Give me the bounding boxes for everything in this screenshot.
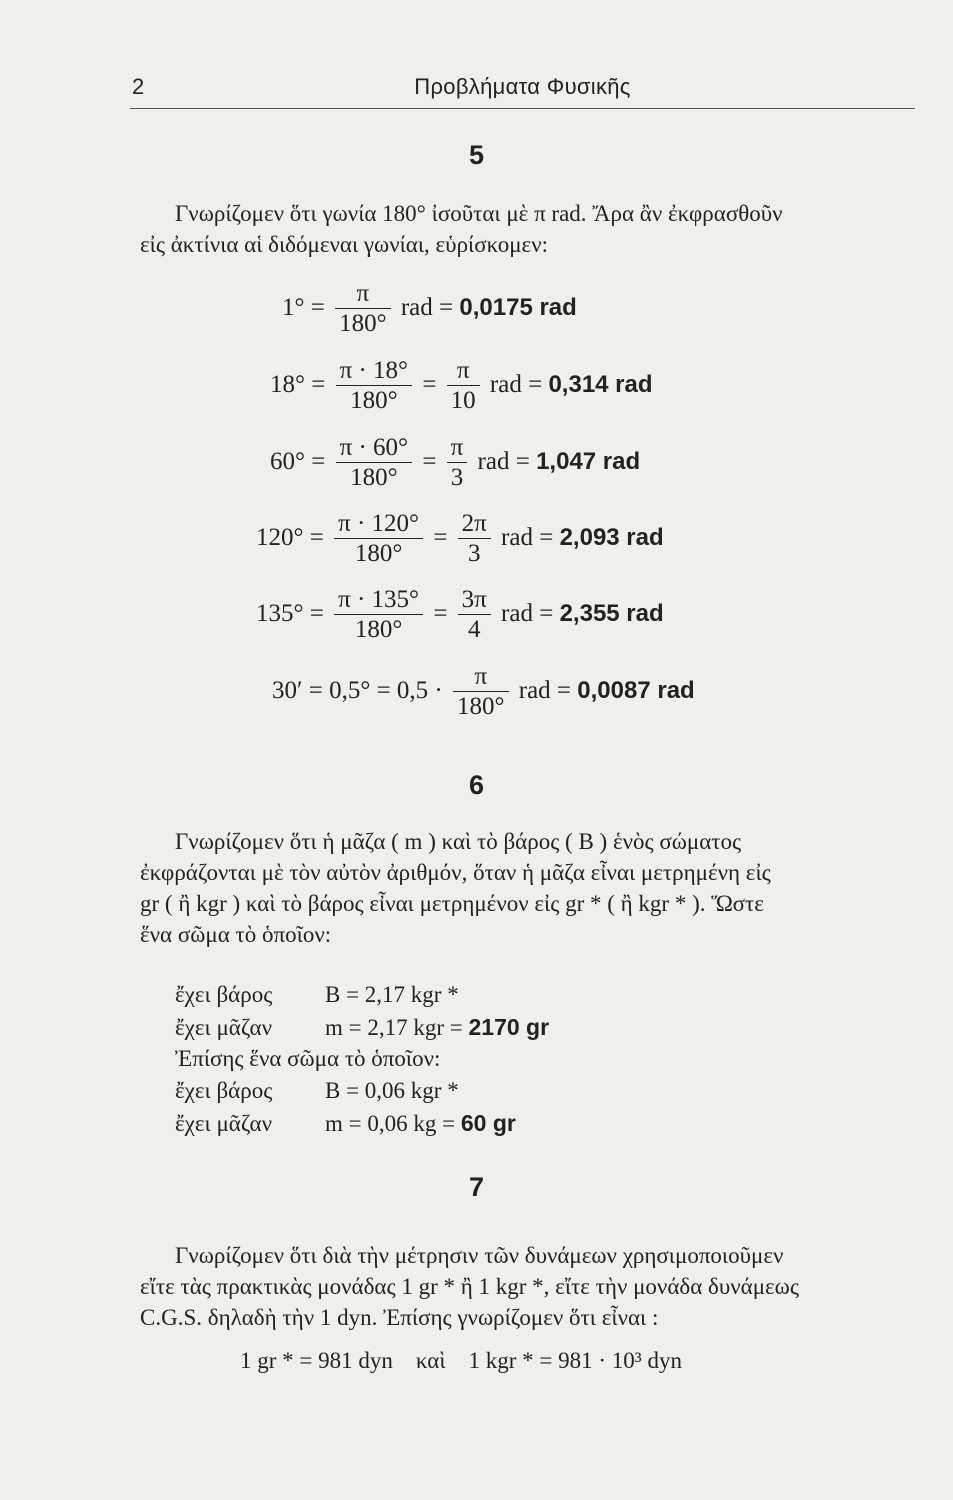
- lhs: 135° =: [256, 600, 324, 628]
- conversion-row-1: [282, 280, 577, 339]
- row-label: ἔχει μᾶζαν: [175, 1111, 272, 1136]
- conversion-row-4: [256, 510, 664, 569]
- row-label: ἔχει βάρος: [175, 1078, 273, 1103]
- fraction: $\frac{\pi \cdot 60^\circ}{180^\circ}$: [336, 434, 412, 493]
- dyn-formula: 1 gr * = 981 dyn καὶ 1 kgr * = 981 · 10³ dyn: [240, 1348, 682, 1373]
- fraction: $\frac{2\pi}{3}$: [458, 510, 491, 569]
- result: 0,0087 rad: [577, 677, 695, 705]
- row-result: 2170 gr: [468, 1014, 550, 1040]
- fraction: $\frac{\pi}{10}$: [447, 357, 480, 416]
- row-expr: m = 0,06 kg =: [325, 1111, 456, 1136]
- fraction: $\frac{3\pi}{4}$: [458, 586, 491, 645]
- text-line: εἴτε τὰς πρακτικὰς μονάδας 1 gr * ἢ 1 kgr *, εἴτε τὴν μονάδα δυνάμεως: [140, 1274, 799, 1299]
- also-line: Ἐπίσης ἕνα σῶμα τὸ ὁποῖον:: [175, 1046, 441, 1071]
- weight-row: [175, 982, 459, 1008]
- text-line: Γνωρίζομεν ὅτι διὰ τὴν μέτρησιν τῶν δυνάμεων χρησιμοποιοῦμεν: [175, 1243, 784, 1268]
- intro-line: Γνωρίζομεν ὅτι γωνία 180° ἰσοῦται μὲ π rad. Ἄρα ἂν ἐκφρασθοῦν: [175, 201, 783, 226]
- section-6-number: 6: [468, 770, 485, 800]
- lhs: 120° =: [256, 524, 324, 552]
- result: 2,093 rad: [559, 524, 664, 552]
- section-5-number: 5: [468, 140, 485, 170]
- lhs: 18° =: [270, 371, 326, 399]
- intro-line: εἰς ἀκτίνια αἱ διδόμεναι γωνίαι, εὑρίσκομεν:: [140, 232, 548, 257]
- conversion-row-5: [256, 586, 664, 645]
- equals: =: [433, 524, 448, 552]
- row-expr: B = 2,17 kgr *: [325, 982, 459, 1007]
- text-line: ἐκφράζονται μὲ τὸν αὐτὸν ἀριθμόν, ὅταν ἡ μᾶζα εἶναι μετρημένη εἰς: [140, 860, 771, 885]
- result: 0,0175 rad: [459, 294, 577, 322]
- rad-equals: rad =: [489, 371, 543, 399]
- text-line: C.G.S. δηλαδὴ τὴν 1 dyn. Ἐπίσης γνωρίζομεν ὅτι εἶναι :: [140, 1305, 659, 1330]
- rad-equals: rad =: [501, 524, 554, 552]
- rad-equals: rad =: [501, 600, 554, 628]
- fraction: $\frac{\pi \cdot 135^\circ}{180^\circ}$: [334, 586, 423, 645]
- result: 2,355 rad: [559, 600, 664, 628]
- mass-row: [175, 1014, 549, 1041]
- lhs: 30′ = 0,5° = 0,5 ·: [272, 677, 443, 705]
- rad-equals: rad =: [400, 294, 454, 322]
- result: 0,314 rad: [548, 371, 653, 399]
- lhs: 1° =: [282, 294, 325, 322]
- conversion-row-6: [272, 663, 695, 722]
- section-7-number: 7: [468, 1172, 485, 1202]
- section-5-intro: [140, 198, 920, 260]
- text-line: ἕνα σῶμα τὸ ὁποῖον:: [140, 922, 332, 947]
- running-title: Προβλήματα Φυσικῆς: [414, 74, 631, 99]
- row-expr: m = 2,17 kgr =: [325, 1015, 463, 1040]
- page-header: [130, 68, 915, 109]
- weight-row: [175, 1078, 459, 1104]
- equals: =: [422, 371, 437, 399]
- equals: =: [422, 448, 437, 476]
- fraction: $\frac{\pi \cdot 120^\circ}{180^\circ}$: [334, 510, 423, 569]
- mass-row: [175, 1110, 516, 1137]
- section-6-text: [140, 826, 920, 950]
- fraction: $\frac{\pi}{3}$: [447, 434, 468, 493]
- fraction: $\frac{\pi \cdot 18^\circ}{180^\circ}$: [336, 357, 412, 416]
- rad-equals: rad =: [518, 677, 572, 705]
- result: 1,047 rad: [536, 448, 641, 476]
- conversion-row-2: [270, 357, 653, 416]
- row-label: ἔχει βάρος: [175, 982, 273, 1007]
- text-line: gr ( ἢ kgr ) καὶ τὸ βάρος εἶναι μετρημένον εἰς gr * ( ἢ kgr * ). Ὥστε: [140, 891, 764, 916]
- text-line: Γνωρίζομεν ὅτι ἡ μᾶζα ( m ) καὶ τὸ βάρος ( B ) ἑνὸς σώματος: [175, 829, 742, 854]
- page-number: 2: [132, 74, 145, 99]
- section-7-text: [140, 1240, 920, 1333]
- fraction: $\frac{\pi}{180^\circ}$: [453, 663, 509, 722]
- conversion-row-3: [270, 434, 640, 493]
- row-result: 60 gr: [460, 1110, 516, 1136]
- row-label: ἔχει μᾶζαν: [175, 1015, 272, 1040]
- lhs: 60° =: [270, 448, 326, 476]
- rad-equals: rad =: [477, 448, 530, 476]
- equals: =: [433, 600, 448, 628]
- fraction: $\frac{\pi}{180^\circ}$: [335, 280, 391, 339]
- row-expr: B = 0,06 kgr *: [325, 1078, 459, 1103]
